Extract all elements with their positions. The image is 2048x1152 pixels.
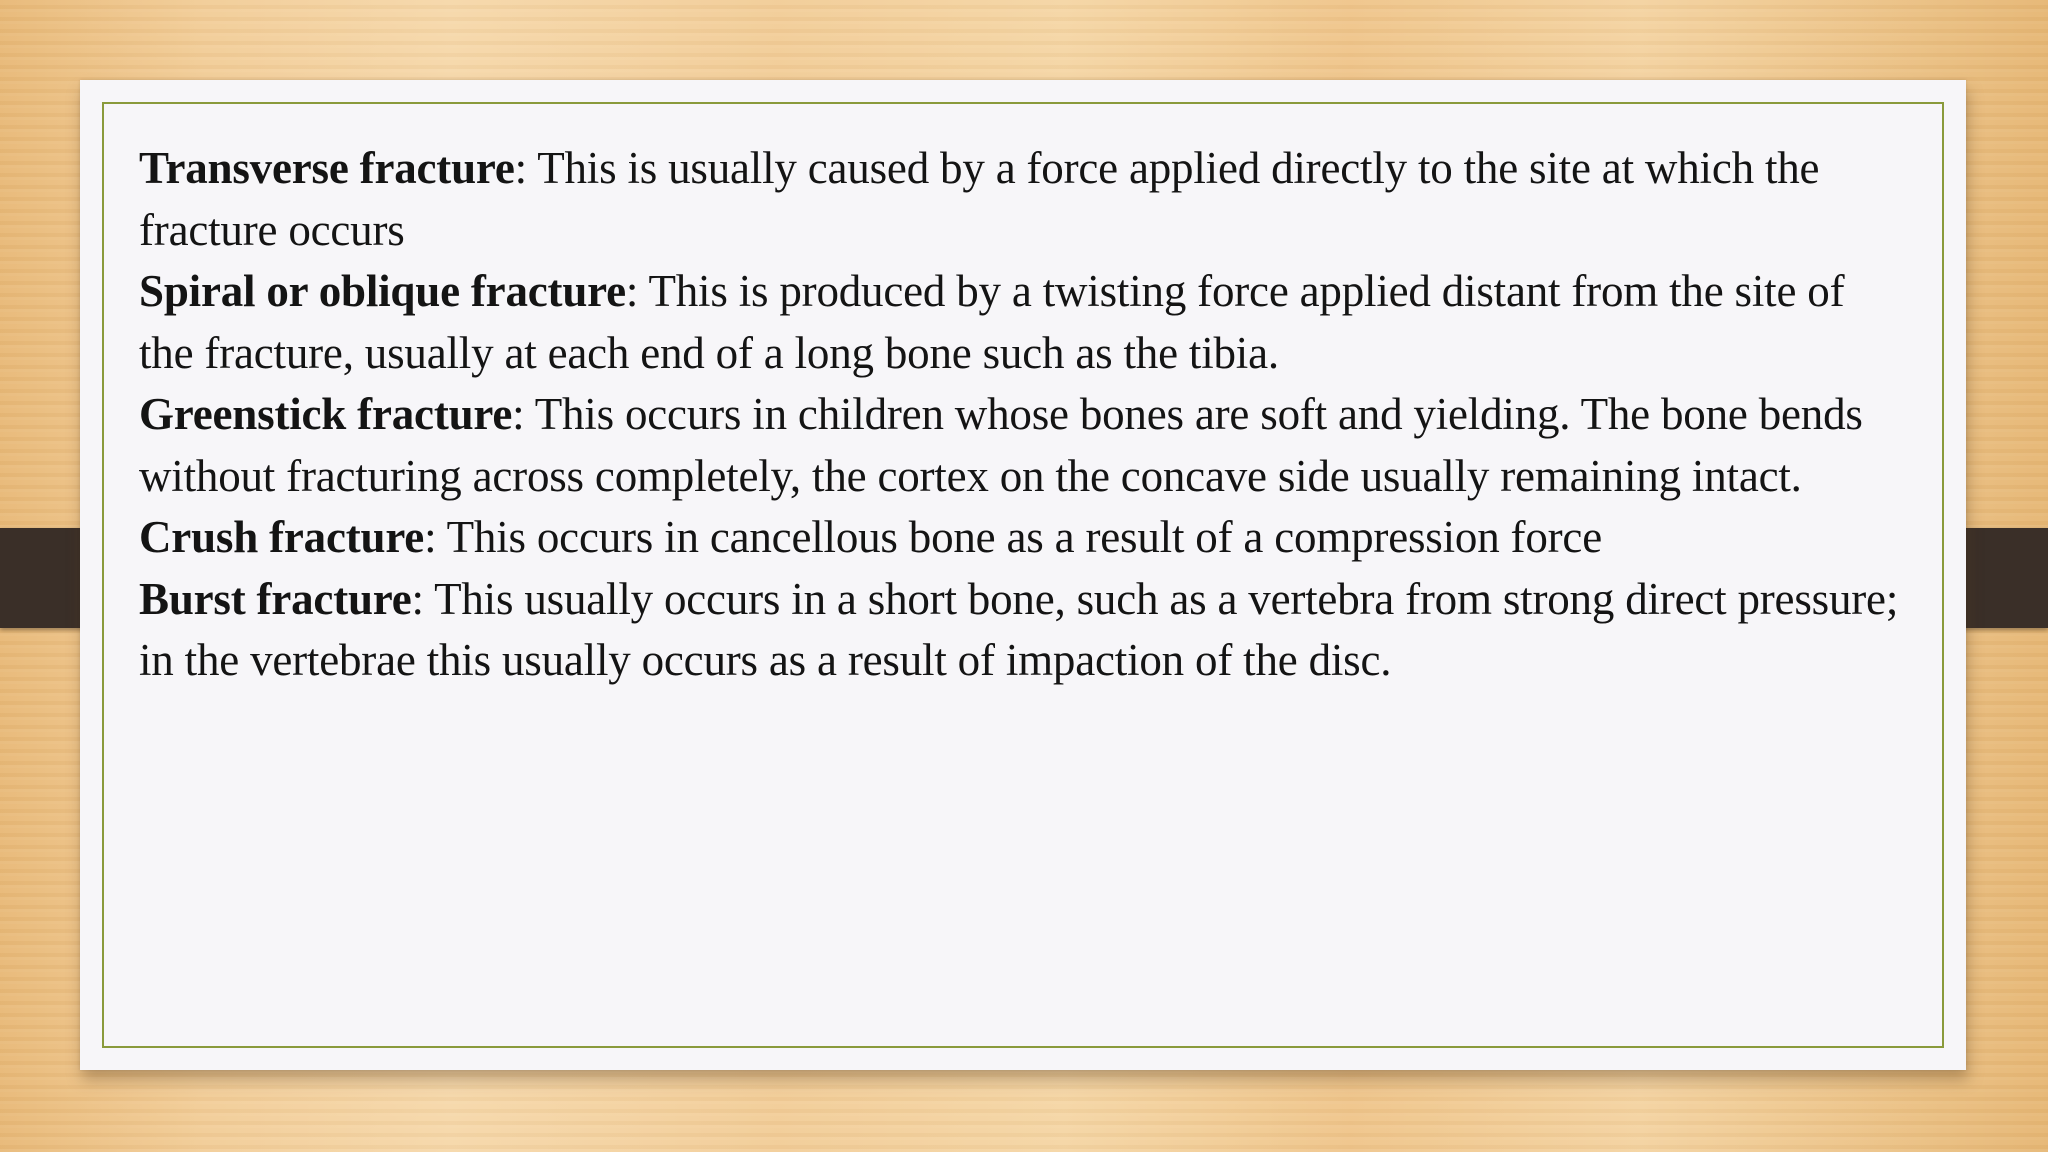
fracture-description: This occurs in children whose bones are soft and yielding. The bone bends without fracturing across completely, the cortex on the concave side usually remaining intact.	[139, 389, 1863, 501]
fracture-description: This is produced by a twisting force applied distant from the site of the fracture, usually at each end of a long bone such as the tibia.	[139, 266, 1845, 378]
fracture-term: Crush fracture	[139, 512, 425, 562]
slide-content	[139, 138, 1899, 692]
fracture-item-greenstick	[139, 384, 1899, 507]
term-separator: :	[512, 389, 535, 439]
fracture-description: This occurs in cancellous bone as a result of a compression force	[446, 512, 1602, 562]
fracture-description: This is usually caused by a force applied directly to the site at which the fracture occurs	[139, 143, 1820, 255]
term-separator: :	[424, 512, 447, 562]
fracture-item-spiral	[139, 261, 1899, 384]
fracture-term: Greenstick fracture	[139, 389, 513, 439]
fracture-term: Burst fracture	[139, 573, 412, 624]
fracture-item-crush	[139, 507, 1899, 569]
term-separator: :	[514, 143, 538, 193]
fracture-description: This usually occurs in a short bone, such as a vertebra from strong direct pressure; in the vertebrae this usually occurs as a result of impaction of the disc.	[139, 573, 1899, 685]
fracture-item-burst	[139, 569, 1899, 692]
fracture-term: Spiral or oblique fracture	[139, 266, 626, 316]
term-separator: :	[411, 573, 435, 624]
fracture-term: Transverse fracture	[139, 143, 515, 193]
fracture-item-transverse	[139, 138, 1899, 261]
term-separator: :	[625, 266, 649, 316]
